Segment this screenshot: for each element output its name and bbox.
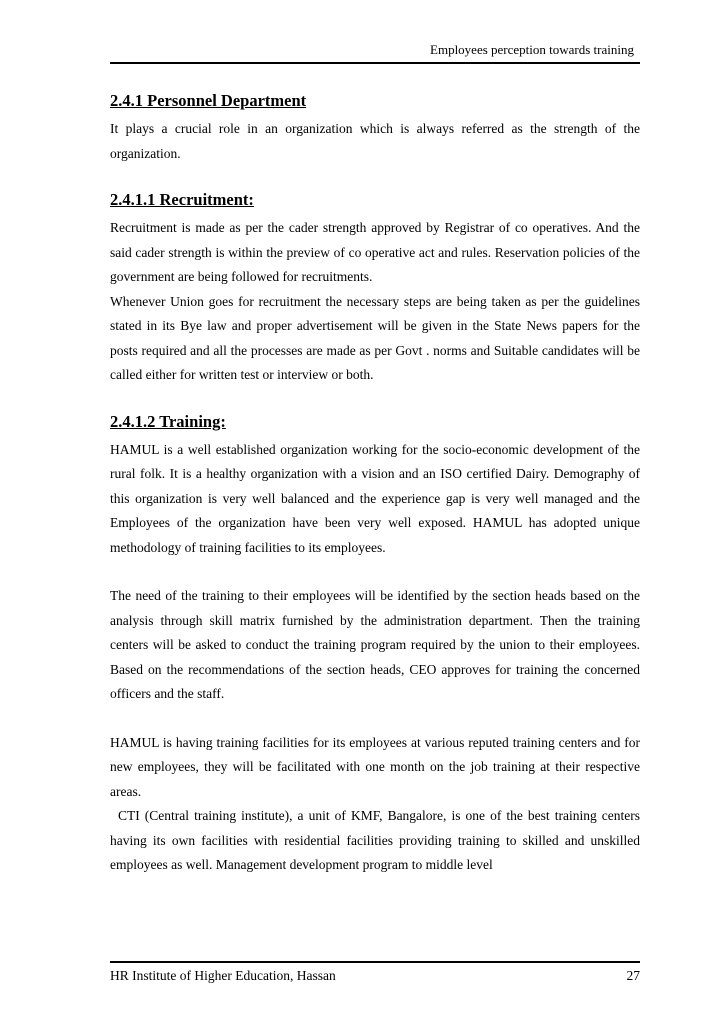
footer-institute: HR Institute of Higher Education, Hassan	[110, 968, 336, 983]
heading-recruitment: 2.4.1.1 Recruitment:	[110, 190, 254, 209]
paragraph-training-1: HAMUL is a well established organization working for the socio-economic development of the rural folk. It is a healthy organization with a vision and an ISO certified Dairy. Demography of this organization is very well balanced and the experience gap is very well managed and the Employees of the organization have been very well exposed. HAMUL has adopted unique methodology of training facilities to its employees.	[110, 441, 640, 555]
paragraph-recruitment-1: Recruitment is made as per the cader strength approved by Registrar of co operatives. And the said cader strength is within the preview of co operative act and rules. Reservation policies of the government are being followed for recruitments.	[110, 220, 640, 284]
paragraph-training-2: The need of the training to their employees will be identified by the section heads based on the analysis through skill matrix furnished by the administration department. Then the training centers will be asked to conduct the training program required by the union to their employees. Based on the recommendations of the section heads, CEO approves for training the concerned officers and the staff.	[110, 588, 640, 701]
paragraph-personnel-intro: It plays a crucial role in an organization which is always referred as the strength of the organization.	[110, 121, 640, 161]
page-body	[110, 90, 640, 878]
page-header	[110, 40, 640, 64]
paragraph-recruitment-2: Whenever Union goes for recruitment the necessary steps are being taken as per the guidelines stated in its Bye law and proper advertisement will be given in the State News papers for the posts required and all the processes are made as per Govt . norms and Suitable candidates will be called either for written test or interview or both.	[110, 293, 640, 382]
heading-training: 2.4.1.2 Training:	[110, 411, 226, 431]
running-title: Employees perception towards training	[430, 42, 634, 57]
paragraph-training-3: HAMUL is having training facilities for its employees at various reputed training centers and for new employees, they will be facilitated with one month on the job training at their respective areas.	[110, 734, 640, 799]
page-footer	[110, 961, 640, 987]
paragraph-training-4: CTI (Central training institute), a unit of KMF, Bangalore, is one of the best training centers having its own facilities with residential facilities providing training to skilled and unskilled employees as well. Management development program to middle level	[110, 808, 640, 872]
page-number: 27	[626, 968, 640, 983]
heading-personnel-department: 2.4.1 Personnel Department	[110, 91, 307, 110]
